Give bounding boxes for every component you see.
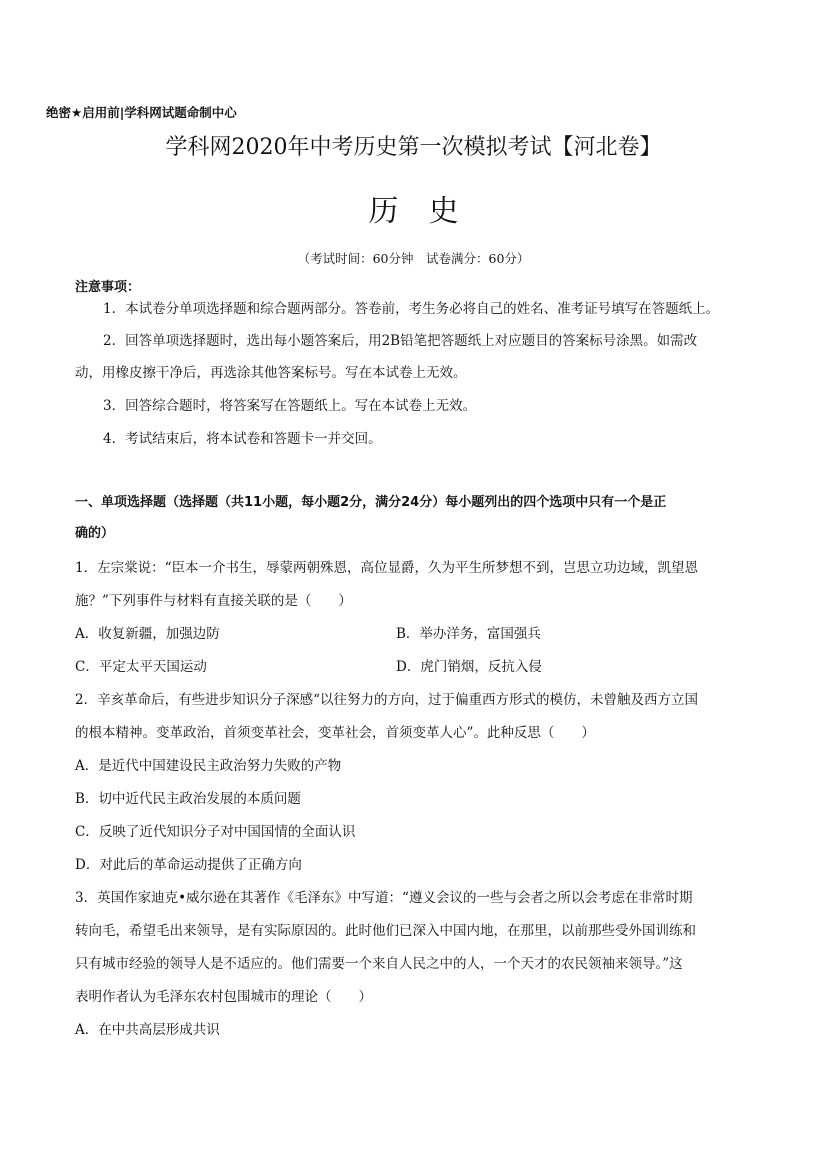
question-2-stem-cont: 的根本精神。变革政治，首须变革社会，变革社会，首须变革人心”。此种反思（ ） xyxy=(75,725,595,741)
question-3-stem-cont-1: 转向毛，希望毛出来领导，是有实际原因的。此时他们已深入中国内地，在那里，以前那些受外国训练和 xyxy=(75,923,696,939)
question-2-option-a: A．是近代中国建设民主政治努力失败的产物 xyxy=(75,758,342,774)
question-1-option-b: B．举办洋务，富国强兵 xyxy=(396,626,541,642)
notice-item-3: 3．回答综合题时，将答案写在答题纸上。写在本试卷上无效。 xyxy=(103,398,477,414)
question-1-option-d: D．虎门销烟，反抗入侵 xyxy=(396,659,542,675)
question-1-option-a: A．收复新疆，加强边防 xyxy=(75,626,220,642)
question-3-option-a: A．在中共高层形成共识 xyxy=(75,1022,220,1038)
notice-item-4: 4．考试结束后，将本试卷和答题卡一并交回。 xyxy=(103,431,382,447)
subject-title: 历史 xyxy=(368,194,489,229)
question-1-stem-cont: 施？”下列事件与材料有直接关联的是（ ） xyxy=(75,593,352,609)
confidential-label: 绝密★启用前|学科网试题命制中心 xyxy=(46,105,237,120)
question-3-stem: 3．英国作家迪克•威尔逊在其著作《毛泽东》中写道：“遵义会议的一些与会者之所以会考虑在非常时期 xyxy=(75,890,693,906)
question-2-option-c: C．反映了近代知识分子对中国国情的全面认识 xyxy=(75,824,356,840)
question-2-option-d: D．对此后的革命运动提供了正确方向 xyxy=(75,857,302,873)
question-1-stem: 1．左宗棠说：“臣本一介书生，辱蒙两朝殊恩，高位显爵，久为平生所梦想不到，岂思立功边域，凯望恩 xyxy=(75,560,698,576)
exam-time-info: （考试时间：60分钟 试卷满分：60分） xyxy=(297,251,530,266)
section-heading: 一、单项选择题（选择题（共11小题，每小题2分，满分24分）每小题列出的四个选项中只有一个是正 xyxy=(75,495,667,510)
question-1-option-c: C．平定太平天国运动 xyxy=(75,659,207,675)
notice-item-1: 1．本试卷分单项选择题和综合题两部分。答卷前，考生务必将自己的姓名、准考证号填写在答题纸上。 xyxy=(103,301,720,317)
question-2-stem: 2．辛亥革命后，有些进步知识分子深感“以往努力的方向，过于偏重西方形式的模仿，未曾触及西方立国 xyxy=(75,692,698,708)
section-heading-cont: 确的） xyxy=(75,526,115,541)
question-3-stem-cont-3: 表明作者认为毛泽东农村包围城市的理论（ ） xyxy=(75,989,372,1005)
notice-item-2-cont: 动，用橡皮擦干净后，再选涂其他答案标号。写在本试卷上无效。 xyxy=(75,365,467,381)
notice-item-2: 2．回答单项选择题时，选出每小题答案后，用2B铅笔把答题纸上对应题目的答案标号涂黑。如需改 xyxy=(103,333,698,349)
exam-title: 学科网2020年中考历史第一次模拟考试【河北卷】 xyxy=(165,135,662,160)
notice-heading: 注意事项： xyxy=(75,280,141,295)
question-3-stem-cont-2: 只有城市经验的领导人是不适应的。他们需要一个来自人民之中的人，一个天才的农民领袖来领导。”这 xyxy=(75,956,683,972)
question-2-option-b: B．切中近代民主政治发展的本质问题 xyxy=(75,791,301,807)
